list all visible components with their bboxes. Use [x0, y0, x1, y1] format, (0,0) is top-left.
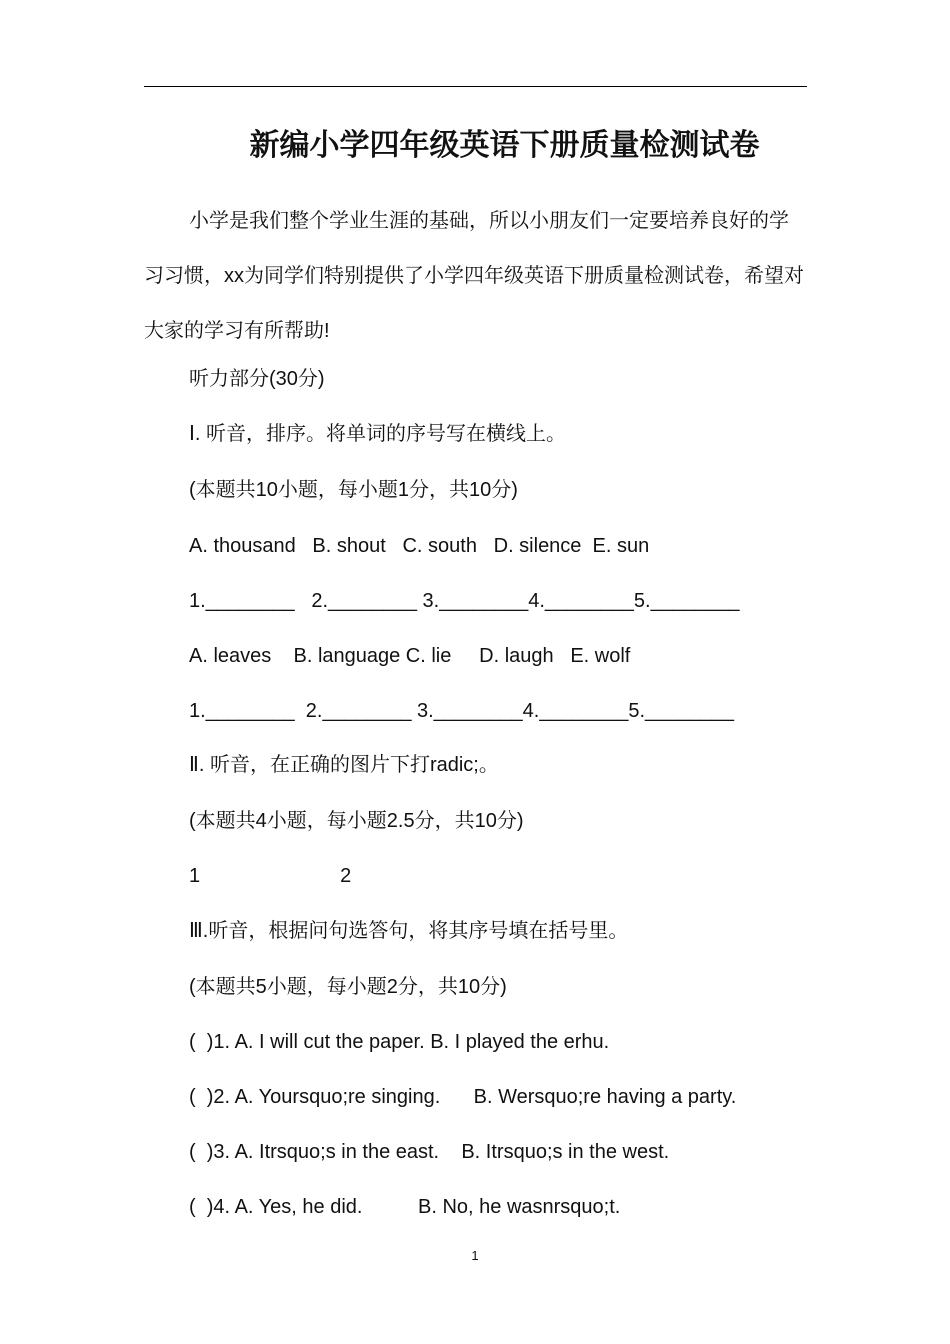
question-4: ( )4. A. Yes, he did. B. No, he wasnrsquo;t.	[189, 1196, 621, 1218]
question-3: ( )3. A. Itrsquo;s in the east. B. Itrsquo;s in the west.	[189, 1141, 670, 1163]
picture-labels	[189, 861, 351, 891]
part-2-instruction: Ⅱ. 听音，在正确的图片下打radic;。	[189, 754, 499, 776]
section-listening-heading: 听力部分(30分)	[189, 368, 325, 390]
question-2: ( )2. A. Yoursquo;re singing. B. Wersquo;re having a party.	[189, 1086, 737, 1108]
part-1-instruction: Ⅰ. 听音，排序。将单词的序号写在横线上。	[189, 423, 567, 445]
part-2-scoring: (本题共4小题，每小题2.5分，共10分)	[189, 810, 524, 832]
header-rule	[144, 86, 807, 87]
answer-blanks-2: 1.________ 2.________ 3.________4.________5.________	[189, 700, 734, 722]
answer-blanks-1: 1.________ 2.________ 3.________4.________5.________	[189, 590, 740, 612]
part-3-scoring: (本题共5小题，每小题2分，共10分)	[189, 976, 507, 998]
picture-label: 1	[189, 865, 201, 887]
intro-paragraph: 小学是我们整个学业生涯的基础，所以小朋友们一定要培养良好的学习习惯，xx为同学们特别提供了小学四年级英语下册质量检测试卷，希望对大家的学习有所帮助!	[144, 210, 804, 342]
page-number: 1	[471, 1248, 479, 1263]
document-title: 新编小学四年级英语下册质量检测试卷	[249, 128, 760, 163]
question-1: ( )1. A. I will cut the paper. B. I played the erhu.	[189, 1031, 610, 1053]
word-options-2: A. leaves B. language C. lie D. laugh E. wolf	[189, 645, 631, 667]
part-1-scoring: (本题共10小题，每小题1分，共10分)	[189, 479, 518, 501]
picture-label: 2	[340, 865, 352, 887]
word-options-1: A. thousand B. shout C. south D. silence E. sun	[189, 535, 650, 557]
part-3-instruction: Ⅲ.听音，根据问句选答句，将其序号填在括号里。	[189, 920, 629, 942]
